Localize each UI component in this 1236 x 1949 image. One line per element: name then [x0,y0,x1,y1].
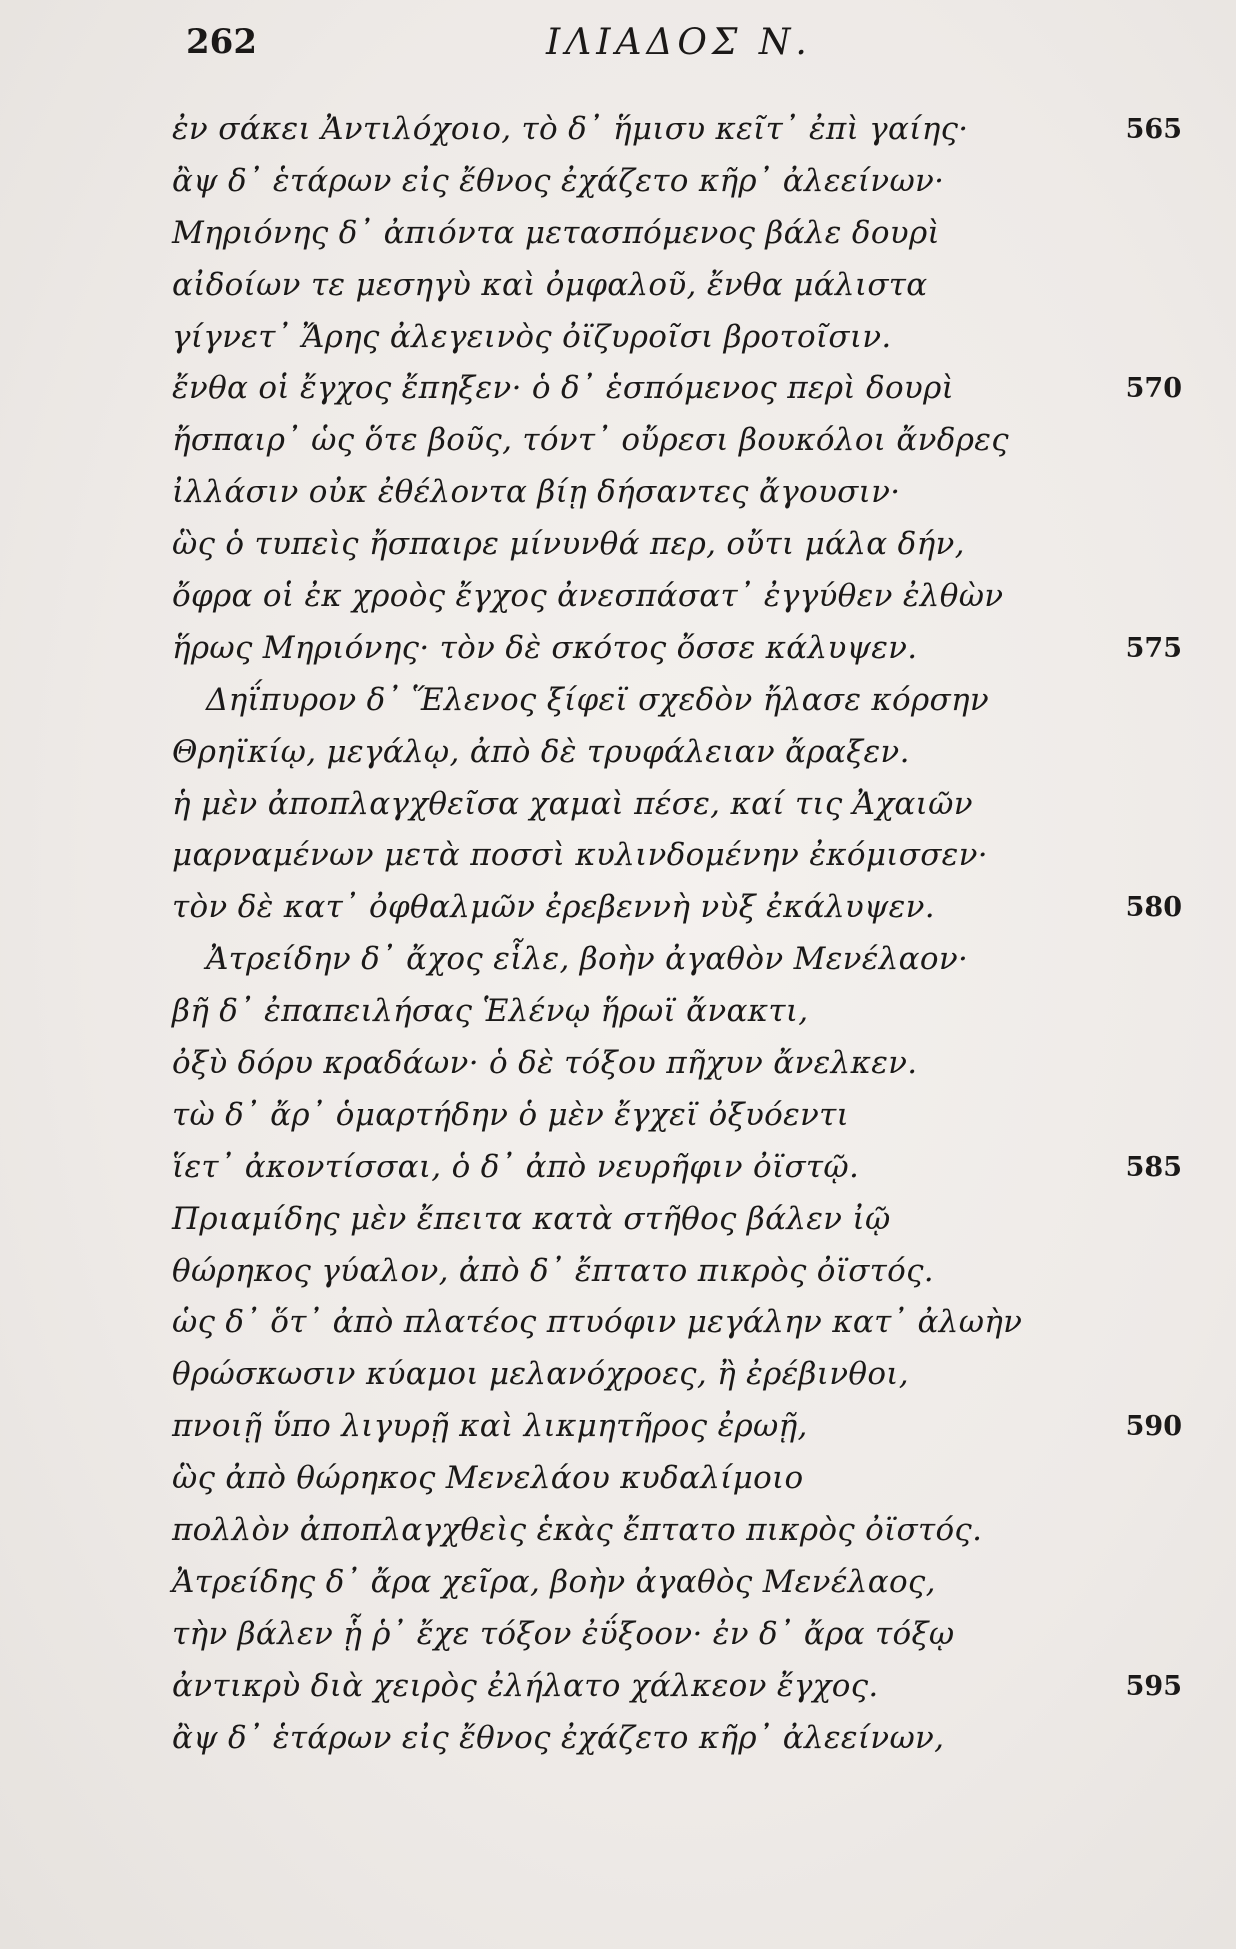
verse-line [172,208,1182,260]
verse-text: ὣς ἀπὸ θώρηκος Μενελάου κυδαλίμοιο [172,1460,804,1497]
verse-text: τὴν βάλεν ᾗ ῥ᾽ ἔχε τόξον ἐΰξοον· ἐν δ᾽ ἄρα τόξῳ [172,1615,955,1652]
verse-text: Θρηϊκίῳ, μεγάλῳ, ἀπὸ δὲ τρυφάλειαν ἄραξεν. [172,733,910,770]
line-number: 585 [1125,1151,1182,1183]
line-number: 565 [1125,114,1182,145]
verse-line [172,260,1182,312]
page-number: 262 [186,22,257,62]
verse-text: ἥρως Μηριόνης· τὸν δὲ σκότος ὄσσε κάλυψεν. [172,629,918,666]
verse-line [172,104,1182,156]
verse-line [172,1505,1182,1557]
verse-text: τὸν δὲ κατ᾽ ὀφθαλμῶν ἐρεβεννὴ νὺξ ἐκάλυψεν. [172,889,935,926]
verse-text: πνοιῇ ὕπο λιγυρῇ καὶ λικμητῆρος ἐρωῇ, [172,1408,808,1445]
verse-line [172,1401,1182,1453]
verse-line [172,727,1182,779]
line-number: 595 [1125,1670,1182,1702]
verse-line [172,1453,1182,1505]
verse-line [172,312,1182,364]
verse-text: ἰλλάσιν οὐκ ἐθέλοντα βίῃ δήσαντες ἄγουσιν· [172,474,901,511]
running-title: ΙΛΙΑΔΟΣ Ν. [546,22,812,63]
verse-block [172,104,1182,1765]
verse-text: ὀξὺ δόρυ κραδάων· ὁ δὲ τόξου πῆχυν ἄνελκεν. [172,1045,918,1082]
verse-text: ἂψ δ᾽ ἑτάρων εἰς ἔθνος ἐχάζετο κῆρ᾽ ἀλεείνων, [172,1719,945,1756]
verse-text: Ἀτρείδην δ᾽ ἄχος εἷλε, βοὴν ἀγαθὸν Μενέλαον· [206,941,969,978]
verse-text: πολλὸν ἀποπλαγχθεὶς ἑκὰς ἔπτατο πικρὸς ὀϊστός. [172,1512,983,1549]
verse-line [172,1609,1182,1661]
verse-line [172,934,1182,986]
page-header [186,22,1186,82]
verse-line [172,1246,1182,1298]
verse-line [172,1713,1182,1765]
line-number: 570 [1125,373,1182,405]
verse-text: ὣς ὁ τυπεὶς ἤσπαιρε μίνυνθά περ, οὔτι μάλα δήν, [172,526,965,563]
verse-line [172,519,1182,571]
verse-line [172,779,1182,831]
verse-line [172,1297,1182,1349]
verse-text: ἵετ᾽ ἀκοντίσσαι, ὁ δ᾽ ἀπὸ νευρῆφιν ὀϊστῷ. [172,1148,860,1185]
verse-line [172,363,1182,415]
verse-line [172,1142,1182,1194]
verse-line [172,1038,1182,1090]
line-number: 590 [1125,1411,1182,1443]
verse-line [172,1194,1182,1246]
verse-line [172,986,1182,1038]
verse-text: Ἀτρείδης δ᾽ ἄρα χεῖρα, βοὴν ἀγαθὸς Μενέλαος, [172,1563,936,1600]
verse-text: θώρηκος γύαλον, ἀπὸ δ᾽ ἔπτατο πικρὸς ὀϊστός. [172,1252,934,1289]
verse-text: Δηΐπυρον δ᾽ Ἕλενος ξίφεϊ σχεδὸν ἤλασε κόρσην [206,681,990,718]
verse-text: ἔνθα οἱ ἔγχος ἔπηξεν· ὁ δ᾽ ἑσπόμενος περὶ δουρὶ [172,370,955,407]
verse-text: ἐν σάκει Ἀντιλόχοιο, τὸ δ᾽ ἥμισυ κεῖτ᾽ ἐπὶ γαίης· [172,111,969,147]
verse-text: ὄφρα οἱ ἐκ χροὸς ἔγχος ἀνεσπάσατ᾽ ἐγγύθεν ἐλθὼν [172,578,1004,615]
verse-line [172,1557,1182,1609]
verse-text: ἡ μὲν ἀποπλαγχθεῖσα χαμαὶ πέσε, καί τις Ἀχαιῶν [172,785,973,822]
verse-text: ἀντικρὺ διὰ χειρὸς ἐλήλατο χάλκεον ἔγχος. [172,1667,879,1704]
verse-line [172,623,1182,675]
verse-text: θρώσκωσιν κύαμοι μελανόχροες, ἢ ἐρέβινθοι, [172,1356,909,1393]
line-number: 575 [1125,632,1182,664]
verse-text: αἰδοίων τε μεσηγὺ καὶ ὀμφαλοῦ, ἔνθα μάλιστα [172,266,928,303]
verse-line [172,675,1182,727]
line-number: 580 [1125,892,1182,924]
verse-line [172,571,1182,623]
verse-text: βῆ δ᾽ ἐπαπειλήσας Ἑλένῳ ἥρωϊ ἄνακτι, [172,993,809,1030]
verse-text: γίγνετ᾽ Ἄρης ἀλεγεινὸς ὀϊζυροῖσι βροτοῖσιν. [172,318,892,355]
verse-line [172,1090,1182,1142]
verse-line [172,1349,1182,1401]
verse-text: τὼ δ᾽ ἄρ᾽ ὁμαρτήδην ὁ μὲν ἔγχεϊ ὀξυόεντι [172,1096,850,1133]
verse-line [172,882,1182,934]
verse-line [172,830,1182,882]
verse-line [172,415,1182,467]
verse-text: Πριαμίδης μὲν ἔπειτα κατὰ στῆθος βάλεν ἰῷ [172,1200,891,1237]
verse-text: ἂψ δ᾽ ἑτάρων εἰς ἔθνος ἐχάζετο κῆρ᾽ ἀλεείνων· [172,162,945,199]
verse-text: ἤσπαιρ᾽ ὡς ὅτε βοῦς, τόντ᾽ οὔρεσι βουκόλοι ἄνδρες [172,422,1009,459]
verse-text: ὡς δ᾽ ὅτ᾽ ἀπὸ πλατέος πτυόφιν μεγάλην κατ᾽ ἀλωὴν [172,1304,1023,1341]
verse-text: μαρναμένων μετὰ ποσσὶ κυλινδομένην ἐκόμισσεν· [172,837,988,874]
verse-line [172,467,1182,519]
verse-line [172,1661,1182,1713]
verse-text: Μηριόνης δ᾽ ἀπιόντα μετασπόμενος βάλε δουρὶ [172,214,940,251]
verse-line [172,156,1182,208]
